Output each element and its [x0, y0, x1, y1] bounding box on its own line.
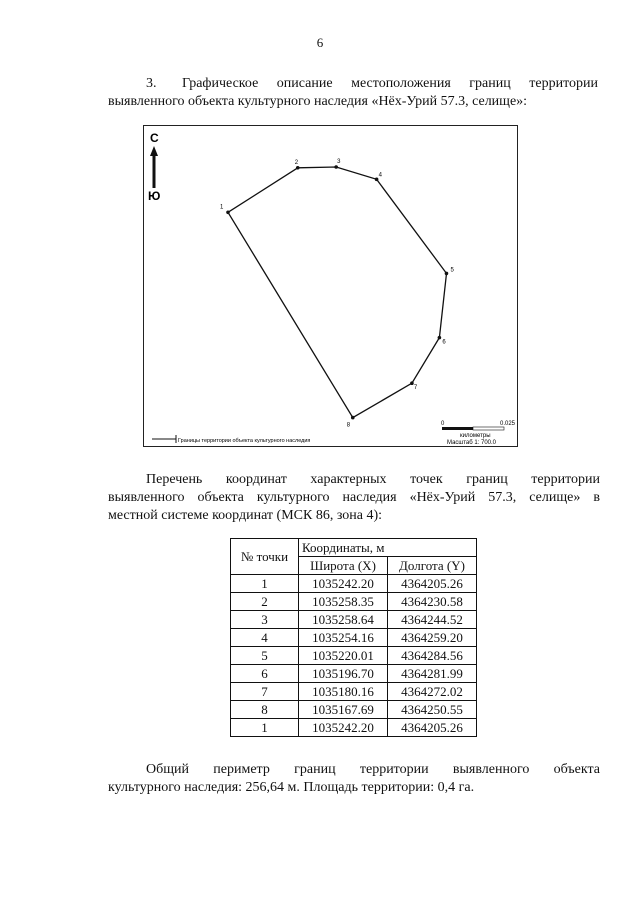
- boundary-polygon: [220, 159, 454, 429]
- section-heading-line-2: выявленного объекта культурного наследия «Нёх-Урий 57.3, селище»:: [108, 94, 528, 109]
- point-cell: 1: [231, 575, 299, 593]
- latitude-cell: 1035242.20: [299, 575, 388, 593]
- point-cell: 1: [231, 719, 299, 737]
- longitude-cell: 4364205.26: [388, 719, 477, 737]
- legend-label: Границы территории объекта культурного наследия: [178, 438, 311, 444]
- latitude-cell: 1035254.16: [299, 629, 388, 647]
- boundary-line: [228, 167, 447, 418]
- north-label: С: [150, 131, 159, 145]
- coordinates-table: [230, 538, 477, 737]
- longitude-cell: 4364230.58: [388, 593, 477, 611]
- boundary-map: [143, 125, 518, 447]
- point-cell: 5: [231, 647, 299, 665]
- table-row: [231, 719, 477, 737]
- coordinates-intro: [108, 471, 600, 525]
- scale-bar: [441, 421, 516, 446]
- south-label: Ю: [148, 189, 161, 203]
- col-header-latitude: Широта (X): [299, 557, 388, 575]
- latitude-cell: 1035220.01: [299, 647, 388, 665]
- boundary-point-label-1: 1: [220, 204, 224, 211]
- boundary-point-1: [226, 210, 230, 214]
- table-row: [231, 575, 477, 593]
- coordinates-intro-line-3: местной системе координат (МСК 86, зона 4):: [108, 508, 383, 523]
- table-row: [231, 665, 477, 683]
- coordinates-intro-line-2: выявленного объекта культурного наследия «Нёх-Урий 57.3, селище» в: [108, 490, 600, 505]
- latitude-cell: 1035196.70: [299, 665, 388, 683]
- boundary-point-label-8: 8: [346, 422, 351, 429]
- coordinates-intro-line-1: Перечень координат характерных точек границ территории: [146, 472, 600, 487]
- point-cell: 7: [231, 683, 299, 701]
- table-row: [231, 701, 477, 719]
- boundary-point-3: [334, 165, 338, 169]
- longitude-cell: 4364284.56: [388, 647, 477, 665]
- scale-units: километры: [460, 433, 491, 439]
- longitude-cell: 4364281.99: [388, 665, 477, 683]
- page-number: 6: [316, 35, 324, 50]
- latitude-cell: 1035258.35: [299, 593, 388, 611]
- longitude-cell: 4364205.26: [388, 575, 477, 593]
- perimeter-summary-line-1: Общий периметр границ территории выявленного объекта: [146, 762, 600, 777]
- latitude-cell: 1035167.69: [299, 701, 388, 719]
- boundary-point-5: [445, 272, 449, 276]
- section-number: 3.: [146, 76, 157, 91]
- point-cell: 3: [231, 611, 299, 629]
- table-row: [231, 629, 477, 647]
- point-cell: 8: [231, 701, 299, 719]
- latitude-cell: 1035242.20: [299, 719, 388, 737]
- longitude-cell: 4364250.55: [388, 701, 477, 719]
- boundary-map-drawing: [144, 126, 517, 446]
- boundary-point-2: [296, 166, 300, 170]
- table-row: [231, 647, 477, 665]
- col-header-coords: Координаты, м: [299, 539, 477, 557]
- latitude-cell: 1035258.64: [299, 611, 388, 629]
- longitude-cell: 4364272.02: [388, 683, 477, 701]
- point-cell: 6: [231, 665, 299, 683]
- latitude-cell: 1035180.16: [299, 683, 388, 701]
- point-cell: 2: [231, 593, 299, 611]
- map-legend: [152, 435, 310, 444]
- section-title-start: Графическое описание местоположения границ территории: [182, 76, 598, 91]
- table-row: [231, 611, 477, 629]
- boundary-point-label-3: 3: [337, 159, 341, 165]
- point-cell: 4: [231, 629, 299, 647]
- table-row: [231, 593, 477, 611]
- north-arrow-icon: [148, 131, 160, 203]
- section-heading: [108, 75, 598, 111]
- col-header-point: № точки: [231, 539, 299, 575]
- boundary-point-label-4: 4: [378, 172, 382, 179]
- coordinates-table-body: [231, 575, 477, 737]
- longitude-cell: 4364259.20: [388, 629, 477, 647]
- boundary-point-label-2: 2: [294, 159, 299, 166]
- boundary-point-label-6: 6: [442, 339, 446, 346]
- scale-end: 0.025: [500, 421, 516, 427]
- perimeter-summary-line-2: культурного наследия: 256,64 м. Площадь территории: 0,4 га.: [108, 780, 475, 795]
- col-header-longitude: Долгота (Y): [388, 557, 477, 575]
- section-heading-line-1: [108, 75, 598, 93]
- boundary-point-6: [438, 336, 442, 340]
- boundary-point-label-5: 5: [450, 267, 454, 274]
- scale-start: 0: [441, 421, 445, 427]
- boundary-point-8: [351, 416, 355, 420]
- scale-text: Масштаб 1: 700.0: [447, 440, 497, 446]
- table-row: [231, 683, 477, 701]
- boundary-point-label-7: 7: [413, 385, 418, 392]
- perimeter-summary: [108, 761, 600, 797]
- longitude-cell: 4364244.52: [388, 611, 477, 629]
